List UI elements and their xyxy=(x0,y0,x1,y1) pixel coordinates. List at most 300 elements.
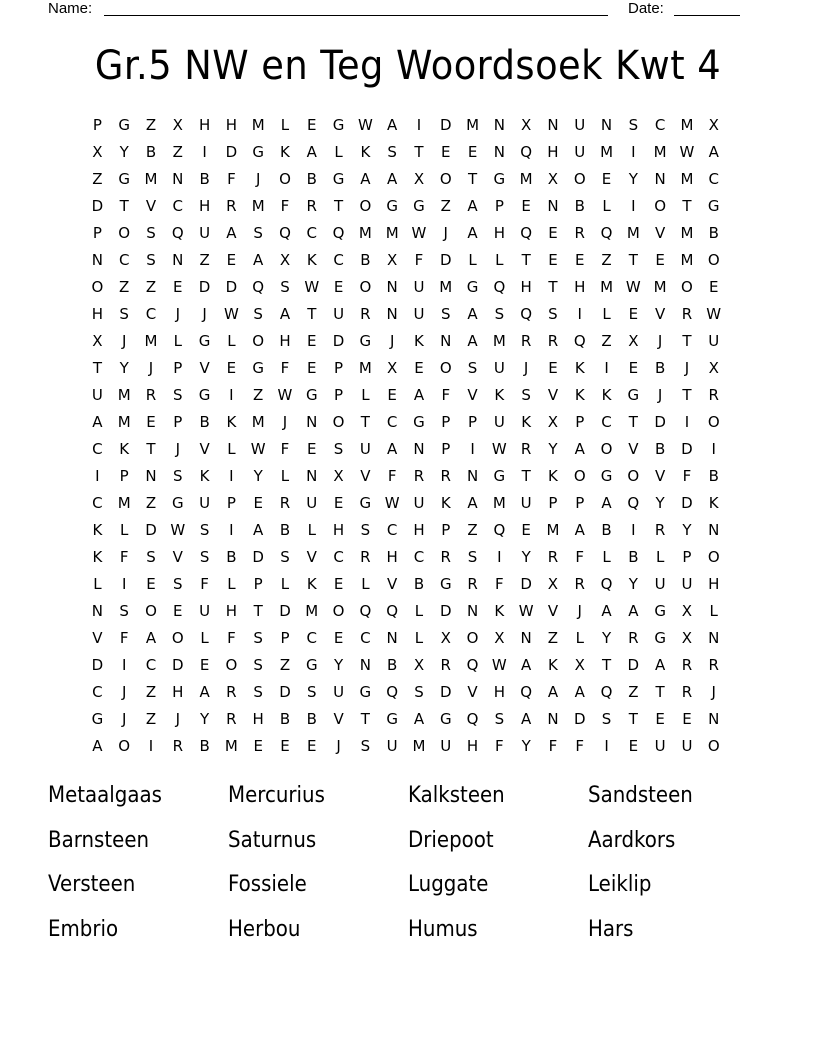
grid-cell: U xyxy=(359,440,371,458)
grid-cell: N xyxy=(547,197,559,215)
grid-cell: S xyxy=(360,521,371,539)
grid-cell: L xyxy=(602,548,611,566)
grid-cell: G xyxy=(386,710,398,728)
grid-cell: X xyxy=(279,251,291,269)
grid-cell: A xyxy=(92,737,103,755)
grid-cell: Z xyxy=(119,278,130,296)
grid-cell: M xyxy=(144,332,158,350)
grid-cell: Q xyxy=(332,224,345,242)
grid-cell: B xyxy=(306,170,317,188)
grid-cell: S xyxy=(333,440,344,458)
grid-cell: U xyxy=(574,116,586,134)
grid-cell: I xyxy=(604,737,609,755)
grid-cell: A xyxy=(226,224,237,242)
grid-cell: B xyxy=(574,197,585,215)
grid-cell: C xyxy=(92,494,103,512)
grid-cell: F xyxy=(495,575,504,593)
grid-cell: Y xyxy=(655,494,665,512)
grid-cell: Z xyxy=(628,683,639,701)
grid-cell: R xyxy=(520,332,532,350)
grid-cell: R xyxy=(520,440,532,458)
grid-cell: R xyxy=(574,575,585,593)
grid-cell: S xyxy=(146,251,156,269)
grid-cell: U xyxy=(413,278,425,296)
grid-cell: E xyxy=(708,278,719,296)
grid-cell: W xyxy=(250,440,266,458)
grid-cell: H xyxy=(386,548,398,566)
word-list-item: Embrio xyxy=(48,916,119,942)
grid-cell: Q xyxy=(493,521,506,539)
grid-cell: Q xyxy=(359,602,372,620)
grid-cell: Q xyxy=(520,224,533,242)
grid-cell: M xyxy=(600,143,614,161)
grid-cell: A xyxy=(708,143,719,161)
grid-cell: H xyxy=(91,305,104,323)
grid-cell: N xyxy=(547,710,559,728)
grid-cell: I xyxy=(631,521,636,539)
grid-cell: B xyxy=(654,440,666,458)
grid-cell: L xyxy=(280,575,290,593)
grid-cell: K xyxy=(440,494,451,512)
grid-cell: U xyxy=(708,332,720,350)
grid-cell: B xyxy=(145,143,157,161)
grid-cell: A xyxy=(521,656,532,674)
grid-cell: M xyxy=(117,413,131,431)
grid-cell: N xyxy=(145,467,157,485)
grid-cell: A xyxy=(279,305,291,323)
grid-cell: P xyxy=(253,575,263,593)
grid-cell: N xyxy=(493,143,505,161)
grid-cell: G xyxy=(198,386,211,404)
grid-cell: G xyxy=(413,197,425,215)
grid-cell: T xyxy=(253,602,263,620)
grid-cell: M xyxy=(680,251,694,269)
grid-cell: P xyxy=(441,440,451,458)
grid-cell: D xyxy=(198,278,211,296)
grid-cell: D xyxy=(654,413,666,431)
grid-cell: B xyxy=(279,710,291,728)
grid-cell: F xyxy=(414,251,424,269)
grid-cell: N xyxy=(172,251,184,269)
grid-cell: X xyxy=(628,332,639,350)
grid-cell: K xyxy=(119,440,130,458)
grid-cell: A xyxy=(547,683,559,701)
grid-cell: E xyxy=(307,116,317,134)
word-list-item: Fossiele xyxy=(228,872,307,897)
grid-cell: K xyxy=(548,656,558,674)
grid-cell: D xyxy=(279,683,291,701)
grid-cell: K xyxy=(708,494,719,512)
grid-cell: C xyxy=(172,197,184,215)
grid-cell: Z xyxy=(601,332,612,350)
grid-cell: G xyxy=(627,386,640,404)
grid-cell: M xyxy=(385,224,399,242)
grid-cell: V xyxy=(333,710,344,728)
grid-cell: Y xyxy=(601,629,612,647)
grid-cell: M xyxy=(251,413,265,431)
grid-cell: E xyxy=(655,251,665,269)
grid-cell: T xyxy=(682,197,692,215)
grid-cell: Q xyxy=(386,683,399,701)
grid-cell: C xyxy=(333,251,344,269)
grid-cell: N xyxy=(466,602,479,620)
grid-cell: Z xyxy=(467,521,478,539)
grid-cell: Y xyxy=(119,143,129,161)
grid-cell: P xyxy=(441,413,451,431)
grid-cell: A xyxy=(467,332,478,350)
grid-cell: J xyxy=(336,737,341,755)
grid-cell: K xyxy=(306,575,317,593)
grid-cell: Q xyxy=(573,332,586,350)
grid-cell: P xyxy=(173,413,183,431)
grid-cell: R xyxy=(708,656,719,674)
grid-cell: K xyxy=(601,386,612,404)
grid-cell: F xyxy=(682,467,692,485)
grid-cell: Z xyxy=(547,629,559,647)
grid-cell: I xyxy=(416,116,422,134)
grid-cell: S xyxy=(119,602,129,620)
grid-cell: L xyxy=(334,143,343,161)
grid-cell: A xyxy=(145,629,157,647)
grid-cell: N xyxy=(386,278,398,296)
grid-cell: C xyxy=(708,170,719,188)
grid-cell: R xyxy=(681,305,693,323)
grid-cell: W xyxy=(411,224,427,242)
grid-cell: J xyxy=(175,710,180,728)
grid-cell: J xyxy=(121,332,127,350)
grid-cell: I xyxy=(202,143,207,161)
grid-cell: B xyxy=(279,521,291,539)
grid-cell: K xyxy=(521,413,532,431)
grid-cell: X xyxy=(413,170,425,188)
grid-cell: T xyxy=(414,143,424,161)
grid-cell: T xyxy=(307,305,317,323)
grid-cell: J xyxy=(255,170,261,188)
grid-cell: S xyxy=(628,116,639,134)
grid-cell: Z xyxy=(601,251,612,269)
grid-cell: N xyxy=(386,305,398,323)
grid-cell: C xyxy=(360,629,371,647)
grid-cell: V xyxy=(172,548,183,566)
letter-grid xyxy=(84,114,727,762)
grid-cell: H xyxy=(493,683,505,701)
grid-cell: S xyxy=(494,305,505,323)
grid-cell: B xyxy=(387,656,398,674)
grid-cell: M xyxy=(412,737,426,755)
word-list-item: Kalksteen xyxy=(408,783,505,808)
grid-cell: Q xyxy=(466,710,479,728)
grid-cell: Y xyxy=(628,575,638,593)
grid-cell: S xyxy=(173,575,183,593)
grid-cell: W xyxy=(384,494,400,512)
grid-cell: C xyxy=(386,413,398,431)
grid-cell: T xyxy=(521,251,531,269)
grid-cell: C xyxy=(333,548,344,566)
grid-cell: C xyxy=(306,629,318,647)
grid-cell: D xyxy=(252,548,264,566)
name-label: Name: xyxy=(48,0,93,17)
grid-cell: F xyxy=(280,440,290,458)
grid-cell: J xyxy=(684,359,690,377)
grid-cell: I xyxy=(229,386,234,404)
grid-cell: W xyxy=(170,521,186,539)
grid-cell: N xyxy=(386,629,398,647)
grid-cell: S xyxy=(548,305,558,323)
grid-cell: L xyxy=(709,602,718,620)
grid-cell: I xyxy=(631,143,636,161)
grid-cell: O xyxy=(466,629,479,647)
grid-cell: P xyxy=(226,494,236,512)
grid-cell: R xyxy=(654,521,666,539)
grid-cell: F xyxy=(280,197,290,215)
grid-cell: M xyxy=(546,521,560,539)
grid-cell: A xyxy=(253,251,264,269)
grid-cell: N xyxy=(91,251,104,269)
grid-cell: G xyxy=(439,575,452,593)
grid-cell: X xyxy=(681,602,693,620)
grid-cell: U xyxy=(654,575,666,593)
grid-cell: Y xyxy=(119,359,129,377)
grid-cell: I xyxy=(95,467,100,485)
grid-cell: U xyxy=(681,575,693,593)
grid-cell: A xyxy=(574,683,585,701)
grid-cell: I xyxy=(470,440,475,458)
grid-cell: T xyxy=(521,467,531,485)
grid-cell: W xyxy=(706,305,722,323)
grid-cell: A xyxy=(655,656,666,674)
date-field[interactable] xyxy=(674,14,740,16)
grid-cell: F xyxy=(387,467,397,485)
grid-cell: L xyxy=(602,305,611,323)
grid-cell: N xyxy=(493,116,505,134)
grid-cell: P xyxy=(575,494,585,512)
grid-cell: O xyxy=(91,278,104,296)
grid-cell: X xyxy=(92,332,103,350)
grid-cell: W xyxy=(304,278,320,296)
grid-cell: M xyxy=(680,170,694,188)
grid-cell: S xyxy=(253,224,263,242)
grid-cell: T xyxy=(628,413,638,431)
grid-cell: E xyxy=(387,386,397,404)
grid-cell: Z xyxy=(279,656,291,674)
grid-cell: Z xyxy=(172,143,183,161)
grid-cell: W xyxy=(679,143,695,161)
grid-cell: E xyxy=(601,170,612,188)
word-list-item: Metaalgaas xyxy=(48,783,162,808)
grid-cell: O xyxy=(359,197,372,215)
grid-cell: E xyxy=(628,737,639,755)
grid-cell: B xyxy=(628,548,639,566)
grid-cell: S xyxy=(280,548,290,566)
grid-cell: G xyxy=(332,170,345,188)
grid-cell: W xyxy=(491,440,507,458)
grid-cell: G xyxy=(118,170,130,188)
grid-cell: Q xyxy=(493,278,506,296)
grid-cell: D xyxy=(332,332,345,350)
grid-cell: N xyxy=(547,116,559,134)
grid-cell: E xyxy=(199,656,210,674)
grid-cell: E xyxy=(307,359,317,377)
grid-cell: Z xyxy=(440,197,451,215)
grid-cell: G xyxy=(198,332,211,350)
grid-cell: A xyxy=(574,521,585,539)
grid-cell: F xyxy=(441,386,451,404)
grid-cell: M xyxy=(680,224,694,242)
grid-cell: N xyxy=(708,521,720,539)
grid-cell: E xyxy=(307,440,317,458)
grid-cell: S xyxy=(173,386,183,404)
grid-cell: M xyxy=(492,494,506,512)
grid-cell: R xyxy=(547,548,559,566)
grid-cell: F xyxy=(495,737,504,755)
grid-cell: E xyxy=(253,494,263,512)
grid-cell: E xyxy=(628,305,639,323)
grid-cell: J xyxy=(202,305,207,323)
grid-cell: E xyxy=(173,278,183,296)
grid-cell: T xyxy=(119,197,129,215)
grid-cell: U xyxy=(493,359,505,377)
grid-cell: W xyxy=(518,602,534,620)
grid-cell: O xyxy=(118,224,131,242)
grid-cell: K xyxy=(306,251,317,269)
grid-cell: E xyxy=(307,737,317,755)
grid-cell: P xyxy=(494,197,504,215)
grid-cell: X xyxy=(494,629,505,647)
grid-cell: U xyxy=(574,143,586,161)
page-title: Gr.5 NW en Teg Woordsoek Kwt 4 xyxy=(94,43,722,89)
grid-cell: A xyxy=(92,413,103,431)
grid-cell: R xyxy=(360,548,371,566)
word-list-item: Versteen xyxy=(48,872,136,897)
grid-cell: S xyxy=(253,683,263,701)
grid-cell: Z xyxy=(145,278,157,296)
word-list-item: Luggate xyxy=(408,872,489,897)
grid-cell: N xyxy=(708,710,720,728)
grid-cell: R xyxy=(306,197,317,215)
grid-cell: G xyxy=(654,629,666,647)
grid-cell: J xyxy=(282,413,288,431)
word-list xyxy=(48,780,768,958)
grid-cell: P xyxy=(334,359,344,377)
grid-cell: T xyxy=(146,440,156,458)
grid-cell: H xyxy=(547,143,559,161)
grid-cell: J xyxy=(389,332,395,350)
grid-cell: A xyxy=(467,305,478,323)
grid-cell: M xyxy=(117,386,131,404)
grid-cell: O xyxy=(707,251,720,269)
grid-cell: H xyxy=(198,197,211,215)
grid-cell: M xyxy=(305,602,319,620)
grid-cell: T xyxy=(601,656,612,674)
date-label: Date: xyxy=(628,0,664,17)
grid-cell: L xyxy=(495,251,504,269)
grid-cell: B xyxy=(601,521,612,539)
grid-cell: L xyxy=(227,332,236,350)
grid-cell: I xyxy=(121,656,127,674)
grid-cell: Q xyxy=(466,656,479,674)
grid-cell: D xyxy=(225,278,238,296)
grid-cell: E xyxy=(226,359,237,377)
grid-cell: U xyxy=(520,494,532,512)
grid-cell: L xyxy=(227,440,236,458)
grid-cell: V xyxy=(92,629,103,647)
grid-cell: E xyxy=(441,143,451,161)
grid-cell: S xyxy=(173,467,183,485)
grid-cell: A xyxy=(467,494,478,512)
grid-cell: H xyxy=(520,278,532,296)
grid-cell: V xyxy=(467,386,478,404)
grid-cell: E xyxy=(575,251,585,269)
grid-cell: V xyxy=(360,467,371,485)
grid-cell: G xyxy=(386,197,398,215)
grid-cell: E xyxy=(146,575,156,593)
grid-cell: X xyxy=(413,656,425,674)
grid-cell: A xyxy=(467,224,478,242)
grid-cell: K xyxy=(414,332,424,350)
grid-cell: T xyxy=(655,683,665,701)
grid-cell: V xyxy=(306,548,317,566)
grid-cell: Y xyxy=(333,656,344,674)
grid-cell: W xyxy=(357,116,373,134)
grid-cell: Q xyxy=(171,224,184,242)
grid-cell: K xyxy=(494,602,505,620)
grid-cell: I xyxy=(148,737,154,755)
grid-cell: G xyxy=(413,413,425,431)
grid-cell: G xyxy=(600,467,613,485)
grid-cell: K xyxy=(199,467,210,485)
grid-cell: F xyxy=(227,629,236,647)
grid-cell: O xyxy=(439,359,452,377)
grid-cell: R xyxy=(360,305,371,323)
grid-cell: A xyxy=(387,170,398,188)
name-field[interactable] xyxy=(104,14,608,16)
grid-cell: I xyxy=(684,413,690,431)
grid-cell: R xyxy=(145,386,157,404)
grid-cell: E xyxy=(521,521,531,539)
grid-cell: A xyxy=(601,494,612,512)
grid-cell: R xyxy=(413,467,425,485)
grid-cell: C xyxy=(118,251,130,269)
grid-cell: Y xyxy=(548,440,558,458)
grid-cell: V xyxy=(387,575,398,593)
grid-cell: J xyxy=(175,305,180,323)
grid-cell: K xyxy=(280,143,290,161)
grid-cell: Q xyxy=(627,494,640,512)
grid-cell: D xyxy=(520,575,532,593)
grid-cell: R xyxy=(172,737,183,755)
grid-cell: K xyxy=(548,467,558,485)
grid-cell: I xyxy=(577,305,582,323)
grid-cell: E xyxy=(146,413,156,431)
grid-cell: C xyxy=(654,116,666,134)
grid-cell: Y xyxy=(521,737,531,755)
grid-cell: N xyxy=(600,116,613,134)
grid-cell: G xyxy=(91,710,104,728)
grid-cell: M xyxy=(519,170,533,188)
grid-cell: P xyxy=(682,548,692,566)
grid-cell: Q xyxy=(520,305,533,323)
grid-cell: R xyxy=(681,683,693,701)
grid-cell: Q xyxy=(279,224,291,242)
grid-cell: U xyxy=(199,602,211,620)
grid-cell: S xyxy=(467,548,478,566)
grid-cell: C xyxy=(601,413,612,431)
grid-cell: I xyxy=(121,575,127,593)
grid-cell: T xyxy=(682,386,692,404)
grid-cell: F xyxy=(119,548,129,566)
grid-cell: E xyxy=(548,359,558,377)
grid-cell: O xyxy=(707,548,720,566)
